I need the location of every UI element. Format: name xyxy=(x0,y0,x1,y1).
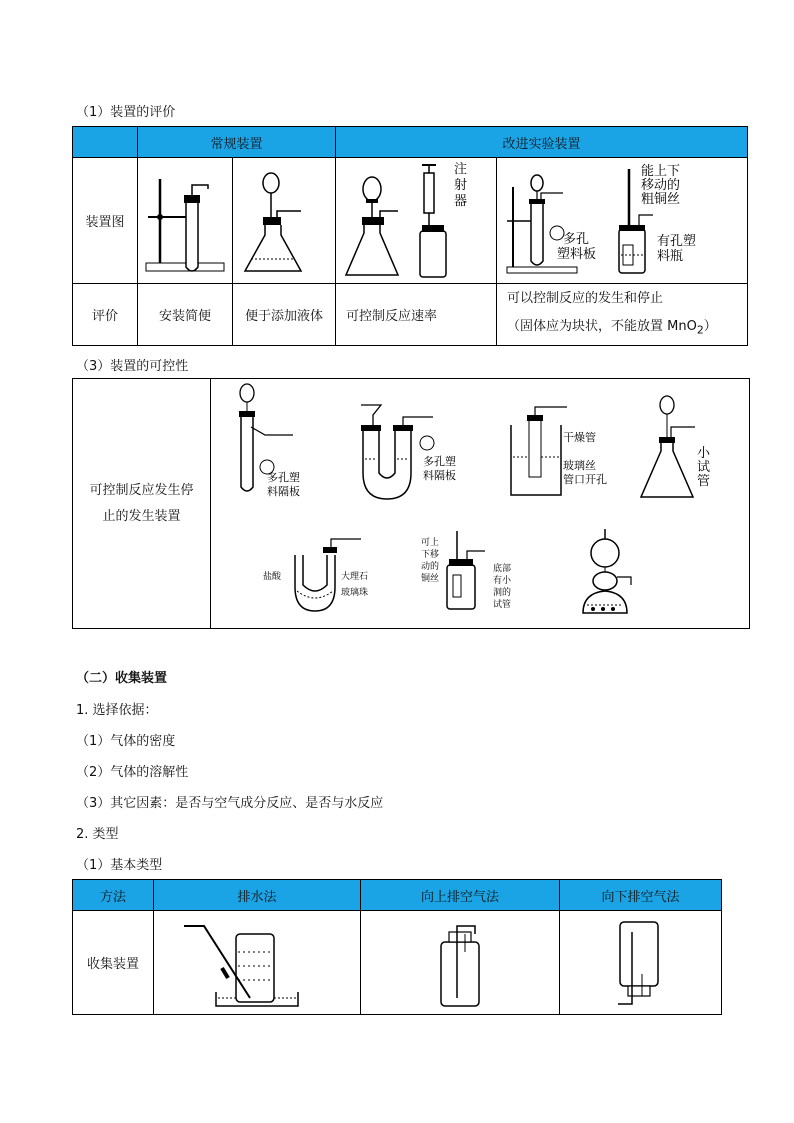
fig-separatory-funnel-syringe xyxy=(336,158,497,284)
collection-basic: （1）基本类型 xyxy=(76,858,163,873)
f2-label-1: 多孔塑 xyxy=(423,455,456,468)
fig-water-displacement xyxy=(154,911,361,1015)
f6-label-4: 铜丝 xyxy=(421,574,440,584)
f1-label-2: 料隔板 xyxy=(267,485,300,498)
fig-u-tube-marble xyxy=(263,539,368,611)
header-conventional: 常规装置 xyxy=(138,127,336,158)
section1-heading: （1）装置的评价 xyxy=(76,105,176,120)
header-down: 向下排空气法 xyxy=(560,880,722,911)
collection-item2: 2. 类型 xyxy=(76,827,119,842)
f6-label-2: 下移 xyxy=(421,550,440,560)
eval-4 xyxy=(497,284,748,346)
label-wire-2: 移动的 xyxy=(641,177,681,193)
f4-label-3: 管 xyxy=(697,474,711,489)
f4-label-2: 试 xyxy=(697,460,711,475)
f3-label-1: 干燥管 xyxy=(563,431,596,444)
fig-perforated-plate-copper-wire xyxy=(497,158,748,284)
header-corner xyxy=(73,127,138,158)
fig-u-tube-funnel xyxy=(361,405,456,499)
eval-3: 可控制反应速率 xyxy=(336,284,497,346)
section3-heading: （3）装置的可控性 xyxy=(76,359,189,374)
fig-long-neck-funnel-flask xyxy=(233,158,336,284)
label-syringe-3: 器 xyxy=(454,193,468,209)
eval-4-line1: 可以控制反应的发生和停止 xyxy=(507,290,664,306)
f6-label-5: 底部 xyxy=(493,564,512,574)
label-wire-1: 能上下 xyxy=(641,163,681,179)
label-bottle-1: 有孔塑 xyxy=(657,233,697,249)
f3-label-3: 管口开孔 xyxy=(563,473,607,486)
header-improved: 改进实验装置 xyxy=(336,127,748,158)
f5-label-1: 盐酸 xyxy=(263,572,282,582)
f1-label-1: 多孔塑 xyxy=(267,471,300,484)
collection-item1: 1. 选择依据： xyxy=(76,703,158,718)
label-syringe-2: 射 xyxy=(454,177,468,193)
label-plate-2: 塑料板 xyxy=(557,246,597,262)
row-apparatus-label: 装置图 xyxy=(73,158,138,284)
f6-label-3: 动的 xyxy=(421,562,440,572)
f6-label-8: 试管 xyxy=(493,600,512,610)
label-wire-3: 粗铜丝 xyxy=(641,191,681,207)
collection-sub3: （3）其它因素：是否与空气成分反应、是否与水反应 xyxy=(76,796,384,811)
collection-heading: （二）收集装置 xyxy=(76,671,168,686)
label-syringe-1: 注 xyxy=(454,161,468,177)
controllable-figures xyxy=(211,379,750,629)
collection-sub2: （2）气体的溶解性 xyxy=(76,765,189,780)
label-bottle-2: 料瓶 xyxy=(657,248,684,264)
controllability-table xyxy=(72,378,750,629)
fig-upward-air xyxy=(361,911,560,1015)
header-method: 方法 xyxy=(73,880,154,911)
f5-label-2: 大理石 xyxy=(341,572,369,582)
fig-test-tube-stand xyxy=(138,158,233,284)
eval-2: 便于添加液体 xyxy=(233,284,336,346)
f4-label-1: 小 xyxy=(697,446,711,461)
controllable-label: 可控制反应发生停 止的发生装置 xyxy=(73,379,211,629)
f6-label-6: 有小 xyxy=(493,576,512,586)
fig-bottle-copper-wire xyxy=(421,531,512,610)
apparatus-eval-table xyxy=(72,126,748,346)
label-plate-1: 多孔 xyxy=(563,231,590,247)
fig-beaker-drying-tube xyxy=(511,407,607,495)
fig-tube-with-plate xyxy=(239,384,300,498)
eval-1: 安装简便 xyxy=(138,284,233,346)
fig-flask-small-tube xyxy=(641,396,711,497)
header-up: 向上排空气法 xyxy=(361,880,560,911)
collection-table xyxy=(72,879,722,1015)
f6-label-7: 洞的 xyxy=(493,588,512,598)
f3-label-2: 玻璃丝 xyxy=(563,459,596,472)
fig-downward-air xyxy=(560,911,722,1015)
eval-4-line2: （固体应为块状，不能放置 MnO$_2$） xyxy=(507,318,717,337)
collection-sub1: （1）气体的密度 xyxy=(76,734,176,749)
row-eval-label: 评价 xyxy=(73,284,138,346)
header-water: 排水法 xyxy=(154,880,361,911)
row-collect-label: 收集装置 xyxy=(73,911,154,1015)
f2-label-2: 料隔板 xyxy=(423,469,456,482)
f6-label-1: 可上 xyxy=(421,538,440,548)
fig-kipp-generator xyxy=(583,529,631,613)
f5-label-3: 玻璃珠 xyxy=(341,588,369,598)
